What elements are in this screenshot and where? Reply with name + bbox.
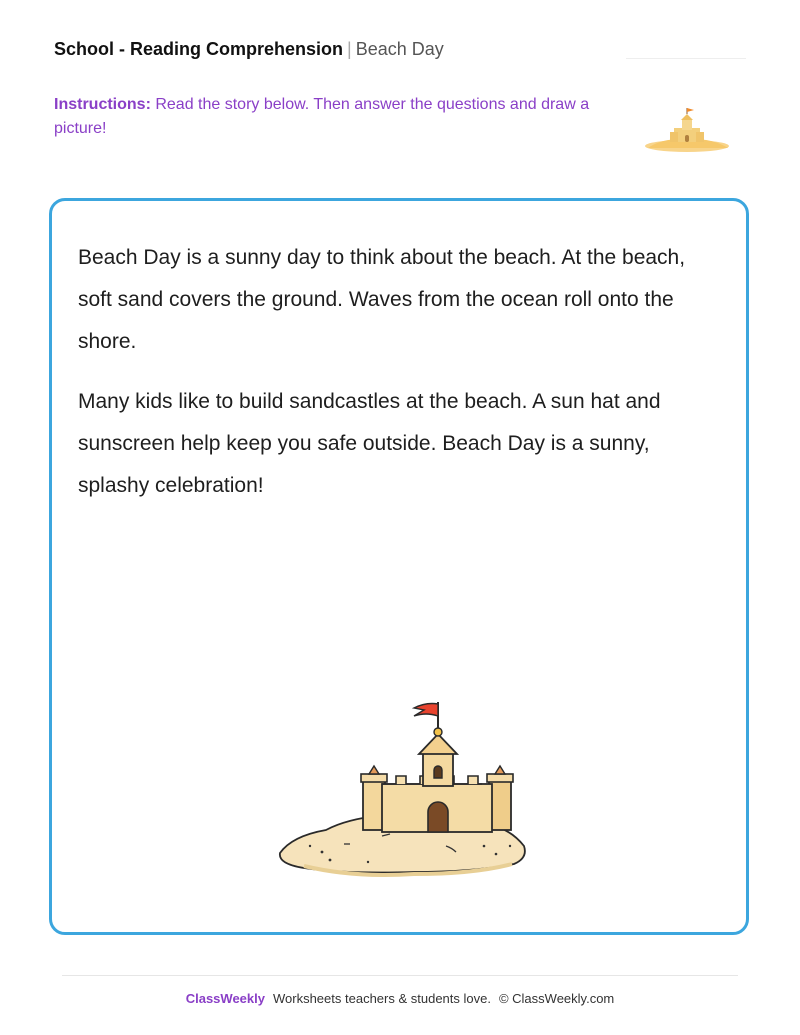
instructions: [54, 93, 614, 141]
footer-tagline: Worksheets teachers & students love.: [272, 991, 491, 1006]
footer: [0, 990, 800, 1008]
story-paragraph: Many kids like to build sandcastles at the beach. A sun hat and sunscreen help keep you safe outside. Beach Day is a sunny, splashy celebration!: [78, 390, 661, 497]
instructions-label: Instructions:: [54, 96, 151, 113]
worksheet-subject: School - Reading Comprehension: [54, 39, 344, 59]
footer-divider: [62, 975, 738, 976]
header-divider: [626, 58, 746, 59]
footer-brand: ClassWeekly: [185, 991, 265, 1006]
header-separator: |: [347, 39, 352, 59]
instructions-text: Read the story below. Then answer the questions and draw a picture!: [54, 96, 590, 137]
story-text: [78, 237, 698, 525]
worksheet-topic: Beach Day: [355, 39, 444, 59]
story-paragraph: Beach Day is a sunny day to think about the beach. At the beach, soft sand covers the ground. Waves from the ocean roll onto the shore.: [78, 246, 686, 353]
footer-copyright: © ClassWeekly.com: [498, 991, 615, 1006]
sandcastle-illustration: [274, 696, 530, 896]
worksheet-header: [54, 37, 444, 61]
sandcastle-icon: [642, 106, 732, 156]
story-box: [49, 198, 749, 935]
